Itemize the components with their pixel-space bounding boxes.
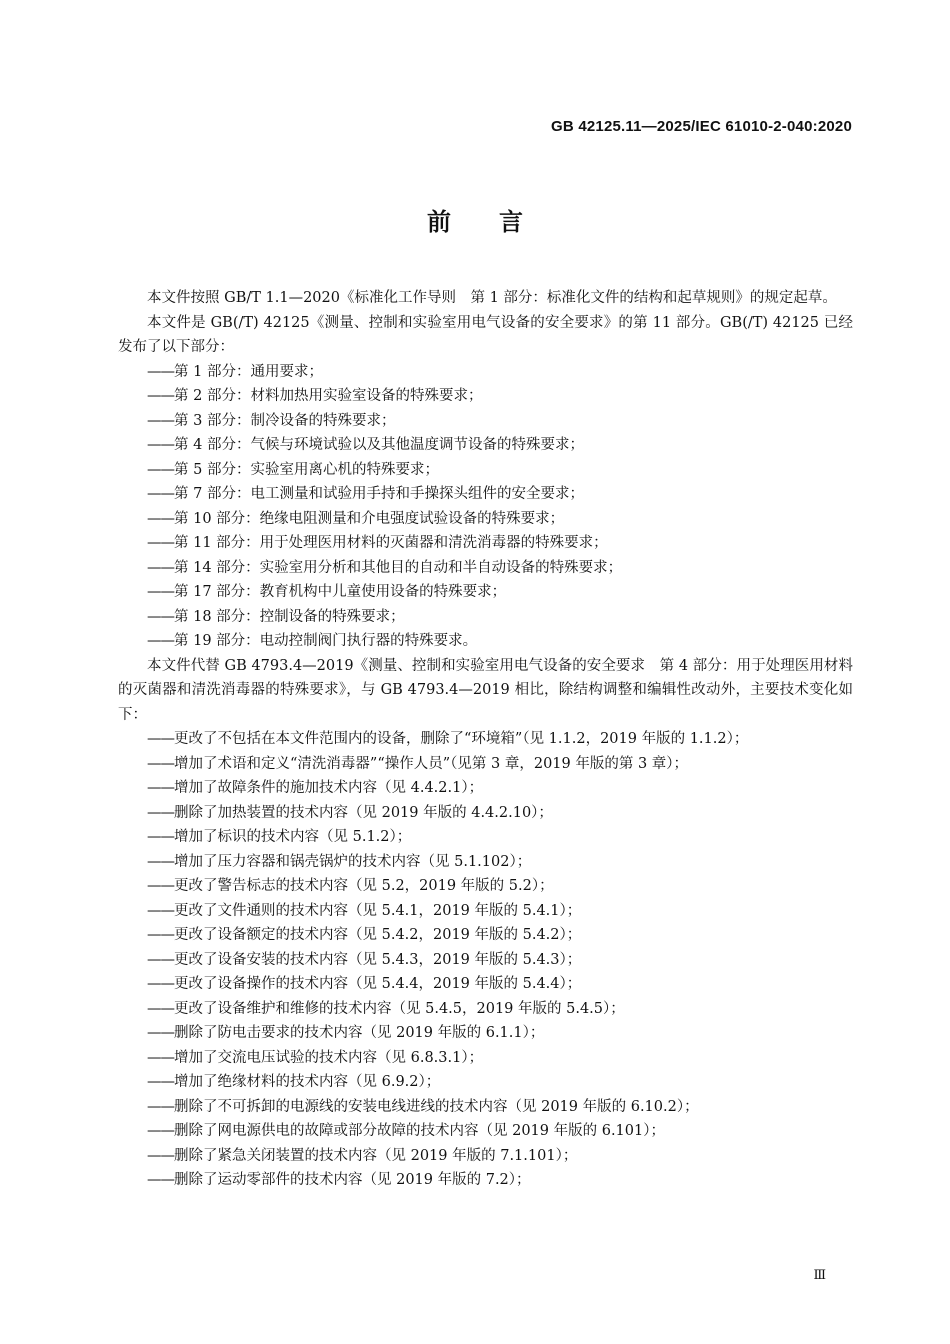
list-marker: —— [147, 853, 174, 870]
list-item: ——增加了故障条件的施加技术内容（见 4.4.2.1）； [147, 780, 484, 796]
list-marker: —— [147, 1123, 174, 1139]
list-item: ——更改了设备维护和维修的技术内容（见 5.4.5，2019 年版的 5.4.5）； [147, 1000, 625, 1017]
list-marker: —— [147, 829, 174, 845]
list-item: ——删除了防电击要求的技术内容（见 2019 年版的 6.1.1）； [147, 1025, 545, 1041]
list-marker: —— [147, 976, 174, 992]
list-item: ——删除了运动零部件的技术内容（见 2019 年版的 7.2）； [147, 1172, 531, 1188]
list-marker: —— [147, 780, 174, 796]
list-item: ——删除了网电源供电的故障或部分故障的技术内容（见 2019 年版的 6.101）； [147, 1123, 665, 1139]
list-marker: —— [147, 1025, 174, 1041]
list-marker: —— [147, 510, 174, 527]
list-marker: —— [147, 363, 174, 380]
list-item: ——更改了设备额定的技术内容（见 5.4.2，2019 年版的 5.4.2）； [147, 927, 582, 943]
list-marker: —— [147, 486, 174, 502]
list-marker: —— [147, 535, 174, 551]
list-marker: —— [147, 927, 174, 943]
list-item: ——更改了不包括在本文件范围内的设备，删除了“环境箱”（见 1.1.2，2019 年版的 1.1.2）； [147, 731, 749, 747]
list-item: ——第 19 部分：电动控制阀门执行器的特殊要求。 [147, 633, 478, 649]
list-marker: —— [147, 437, 174, 453]
paragraph-drafting-rules: 本文件按照 GB/T 1.1—2020《标准化工作导则 第 1 部分：标准化文件的结构和起草规则》的规定起草。 [147, 290, 837, 306]
list-marker: —— [147, 1147, 174, 1164]
standard-code-header: GB 42125.11—2025/IEC 61010-2-040:2020 [551, 118, 852, 135]
document-body [118, 286, 853, 1193]
list-item: ——第 14 部分：实验室用分析和其他目的自动和半自动设备的特殊要求； [147, 559, 623, 576]
list-item: ——更改了警告标志的技术内容（见 5.2，2019 年版的 5.2）； [147, 878, 554, 894]
page-title: 前言 [427, 208, 571, 236]
list-marker: —— [147, 1000, 174, 1017]
list-item: ——第 11 部分：用于处理医用材料的灭菌器和清洗消毒器的特殊要求； [147, 535, 608, 551]
list-marker: —— [147, 804, 174, 821]
list-item: ——增加了术语和定义“清洗消毒器”“操作人员”（见第 3 章，2019 年版的第 3 章）； [147, 755, 689, 772]
list-item: ——删除了加热装置的技术内容（见 2019 年版的 4.4.2.10）； [147, 804, 553, 821]
list-item: ——第 2 部分：材料加热用实验室设备的特殊要求； [147, 388, 483, 404]
parts-list [118, 360, 853, 654]
paragraph-replacement-note: 本文件代替 GB 4793.4—2019《测量、控制和实验室用电气设备的安全要求 第 4 部分：用于处理医用材料的灭菌器和清洗消毒器的特殊要求》，与 GB 4793.4—2019 相比，除结构调整和编辑性改动外，主要技术变化如下： [118, 657, 853, 723]
list-item: ——第 18 部分：控制设备的特殊要求； [147, 608, 405, 625]
list-marker: —— [147, 902, 174, 919]
list-marker: —— [147, 584, 174, 600]
list-marker: —— [147, 633, 174, 649]
list-marker: —— [147, 1074, 174, 1090]
list-item: ——增加了交流电压试验的技术内容（见 6.8.3.1）； [147, 1049, 484, 1066]
list-marker: —— [147, 1172, 174, 1188]
list-marker: —— [147, 559, 174, 576]
list-item: ——第 17 部分：教育机构中儿童使用设备的特殊要求； [147, 584, 507, 600]
list-item: ——更改了设备操作的技术内容（见 5.4.4，2019 年版的 5.4.4）； [147, 976, 582, 992]
list-marker: —— [147, 878, 174, 894]
list-marker: —— [147, 951, 174, 968]
list-item: ——第 4 部分：气候与环境试验以及其他温度调节设备的特殊要求； [147, 437, 584, 453]
list-marker: —— [147, 608, 174, 625]
list-marker: —— [147, 461, 174, 478]
list-marker: —— [147, 1098, 174, 1115]
page-number: Ⅲ [813, 1268, 826, 1283]
list-marker: —— [147, 755, 174, 772]
list-item: ——增加了压力容器和锅壳锅炉的技术内容（见 5.1.102）； [147, 853, 532, 870]
list-item: ——更改了设备安装的技术内容（见 5.4.3，2019 年版的 5.4.3）； [147, 951, 582, 968]
list-marker: —— [147, 412, 174, 429]
list-item: ——增加了绝缘材料的技术内容（见 6.9.2）； [147, 1074, 441, 1090]
list-item: ——删除了紧急关闭装置的技术内容（见 2019 年版的 7.1.101）； [147, 1147, 578, 1164]
list-item: ——增加了标识的技术内容（见 5.1.2）； [147, 829, 412, 845]
list-marker: —— [147, 731, 174, 747]
list-marker: —— [147, 388, 174, 404]
paragraph-series-intro: 本文件是 GB(/T) 42125《测量、控制和实验室用电气设备的安全要求》的第 11 部分。GB(/T) 42125 已经发布了以下部分： [118, 314, 853, 355]
list-item: ——第 7 部分：电工测量和试验用手持和手操探头组件的安全要求； [147, 486, 584, 502]
list-item: ——第 3 部分：制冷设备的特殊要求； [147, 412, 396, 429]
list-item: ——删除了不可拆卸的电源线的安装电线进线的技术内容（见 2019 年版的 6.10.2）； [147, 1098, 699, 1115]
list-item: ——第 1 部分：通用要求； [147, 363, 323, 380]
list-item: ——第 10 部分：绝缘电阻测量和介电强度试验设备的特殊要求； [147, 510, 565, 527]
list-marker: —— [147, 1049, 174, 1066]
list-item: ——更改了文件通则的技术内容（见 5.4.1，2019 年版的 5.4.1）； [147, 902, 582, 919]
changes-list [118, 727, 853, 1193]
list-item: ——第 5 部分：实验室用离心机的特殊要求； [147, 461, 439, 478]
